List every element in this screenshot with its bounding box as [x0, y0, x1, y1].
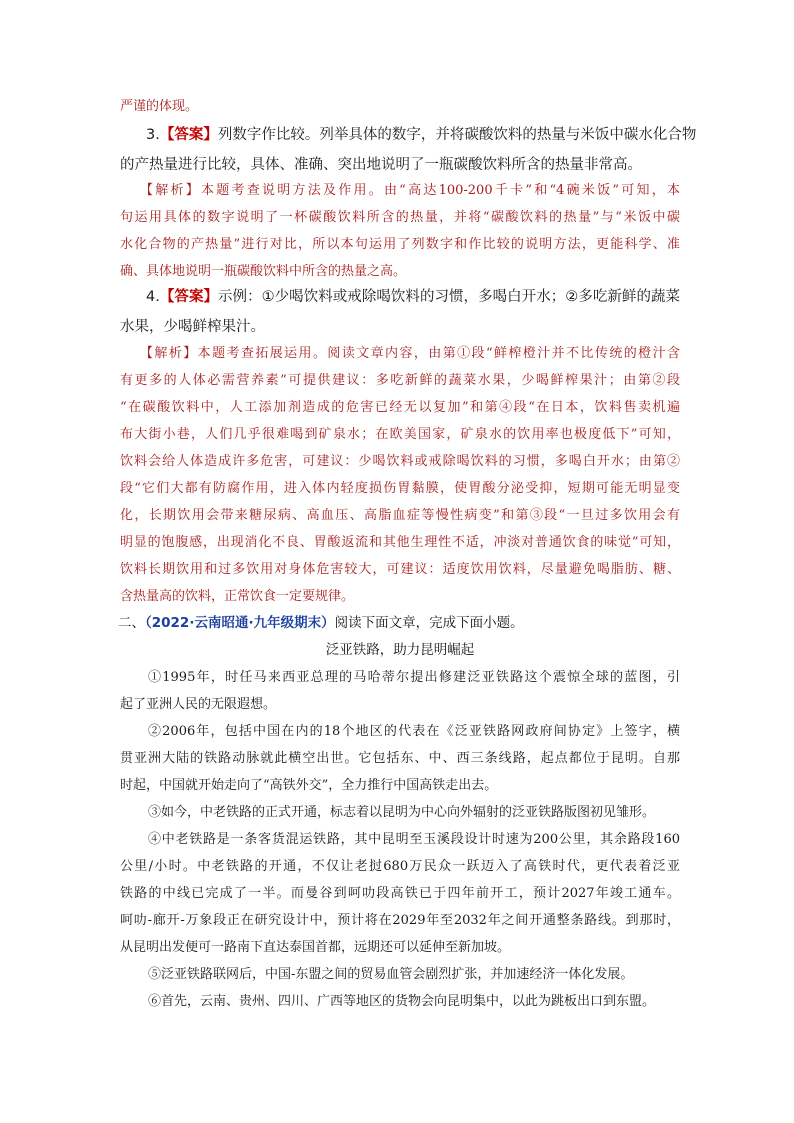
paragraph-line: ④中老铁路是一条客货混运铁路，其中昆明至玉溪段设计时速为200公里，其余路段160	[148, 832, 680, 847]
q3-answer	[120, 120, 697, 180]
paragraph-line: ③如今，中老铁路的正式开通，标志着以昆明为中心向外辐射的泛亚铁路版图初见雏形。	[148, 805, 656, 820]
q3-analysis	[120, 177, 680, 285]
paragraph-line: ⑤泛亚铁路联网后，中国-东盟之间的贸易血管会剧烈扩张，并加速经济一体化发展。	[148, 967, 634, 982]
paragraph-line: 起了亚洲人民的无限遐想。	[120, 697, 277, 712]
q3-analysis-line: 句运用具体的数字说明了一杯碳酸饮料所含的热量，并将“碳酸饮料的热量”与“米饭中碳	[120, 210, 680, 225]
q4-analysis	[120, 340, 680, 610]
answer-tag: 【答案】	[159, 289, 219, 305]
q3-analysis-line: 水化合物的产热量”进行对比，所以本句运用了列数字和作比较的说明方法，更能科学、准	[120, 237, 680, 252]
q4-analysis-line: “在碳酸饮料中，人工添加剂造成的危害已经无以复加”和第④段“在日本，饮料售卖机遍	[120, 400, 680, 415]
q4-analysis-line: 【解析】本题考查拓展运用。阅读文章内容，由第①段“鲜榨橙汁并不比传统的橙汁含	[140, 346, 680, 361]
q4-analysis-line: 段“它们大都有防腐作用，进入体内轻度损伤胃黏膜，使胃酸分泌受抑，短期可能无明显变	[120, 481, 680, 496]
paragraph-line: 呵叻-廊开-万象段正在研究设计中，预计将在2029年至2032年之间开通整条路线。到那时，	[120, 913, 680, 928]
section-instruction: 阅读下面文章，完成下面小题。	[334, 615, 524, 631]
q4-analysis-line: 有更多的人体必需营养素”可提供建议：多吃新鲜的蔬菜水果，少喝鲜榨果汁；由第②段	[120, 373, 680, 388]
q4-analysis-line: 含热量高的饮料，正常饮食一定要规律。	[120, 589, 355, 604]
q4-answer-line: 水果，少喝鲜榨果汁。	[120, 319, 265, 335]
q4-analysis-line: 明显的饱腹感，出现消化不良、胃酸返流和其他生理性不适，冲淡对普通饮食的味觉”可知，	[120, 535, 680, 550]
section-number: 二、	[118, 615, 145, 631]
paragraph-line: ①1995年，时任马来西亚总理的马哈蒂尔提出修建泛亚铁路这个震惊全球的蓝图，引	[148, 670, 680, 685]
q4-answer	[120, 282, 680, 342]
top-fragment: 严谨的体现。	[120, 99, 199, 114]
paragraph-line: 贯亚洲大陆的铁路动脉就此横空出世。它包括东、中、西三条线路，起点都位于昆明。自那	[120, 751, 680, 766]
q3-answer-line: 3.【答案】列数字作比较。列举具体的数字，并将碳酸饮料的热量与米饭中碳水化合物	[146, 127, 697, 143]
paragraph-line: ②2006年，包括中国在内的18个地区的代表在《泛亚铁路网政府间协定》上签字，横	[148, 724, 680, 739]
section-source: （2022·云南昭通·九年级期末）	[145, 615, 335, 631]
paragraph-line: 公里/小时。中老铁路的开通，不仅让老挝680万民众一跃迈入了高铁时代，更代表着泛亚	[120, 859, 680, 874]
section-heading	[118, 609, 678, 637]
article-body	[120, 664, 680, 1015]
q3-analysis-line: 确、具体地说明一瓶碳酸饮料中所含的热量之高。	[120, 264, 407, 279]
q4-analysis-line: 饮料会给人体造成许多危害，可建议：少喝饮料或戒除喝饮料的习惯，多喝白开水；由第②	[120, 454, 680, 469]
paragraph-line: 铁路的中线已完成了一半。而曼谷到呵叻段高铁已于四年前开工，预计2027年竣工通车。	[120, 886, 680, 901]
q4-answer-line: 4.【答案】示例：①少喝饮料或戒除喝饮料的习惯，多喝白开水；②多吃新鲜的蔬菜	[146, 289, 681, 305]
answer-tag: 【答案】	[159, 127, 218, 143]
paragraph-line: ⑥首先，云南、贵州、四川、广西等地区的货物会向昆明集中，以此为跳板出口到东盟。	[148, 994, 656, 1009]
q4-analysis-line: 饮料长期饮用和过多饮用对身体危害较大，可建议：适度饮用饮料，尽量避免喝脂肪、糖、	[120, 562, 680, 577]
paragraph-line: 时起，中国就开始走向了“高铁外交”，全力推行中国高铁走出去。	[120, 778, 498, 793]
q4-analysis-line: 布大街小巷，人们几乎很难喝到矿泉水；在欧美国家，矿泉水的饮用率也极度低下”可知，	[120, 427, 680, 442]
paragraph-line: 从昆明出发便可一路南下直达泰国首都，远期还可以延伸至新加坡。	[120, 940, 511, 955]
q3-analysis-line: 【解析】本题考查说明方法及作用。由“高达100-200千卡”和“4碗米饭”可知，本	[140, 183, 680, 198]
q4-analysis-line: 化，长期饮用会带来糖尿病、高血压、高脂血症等慢性病变”和第③段“一旦过多饮用会有	[120, 508, 680, 523]
article-title: 泛亚铁路，助力昆明崛起	[325, 642, 475, 658]
q3-answer-line: 的产热量进行比较，具体、准确、突出地说明了一瓶碳酸饮料所含的热量非常高。	[120, 157, 642, 173]
